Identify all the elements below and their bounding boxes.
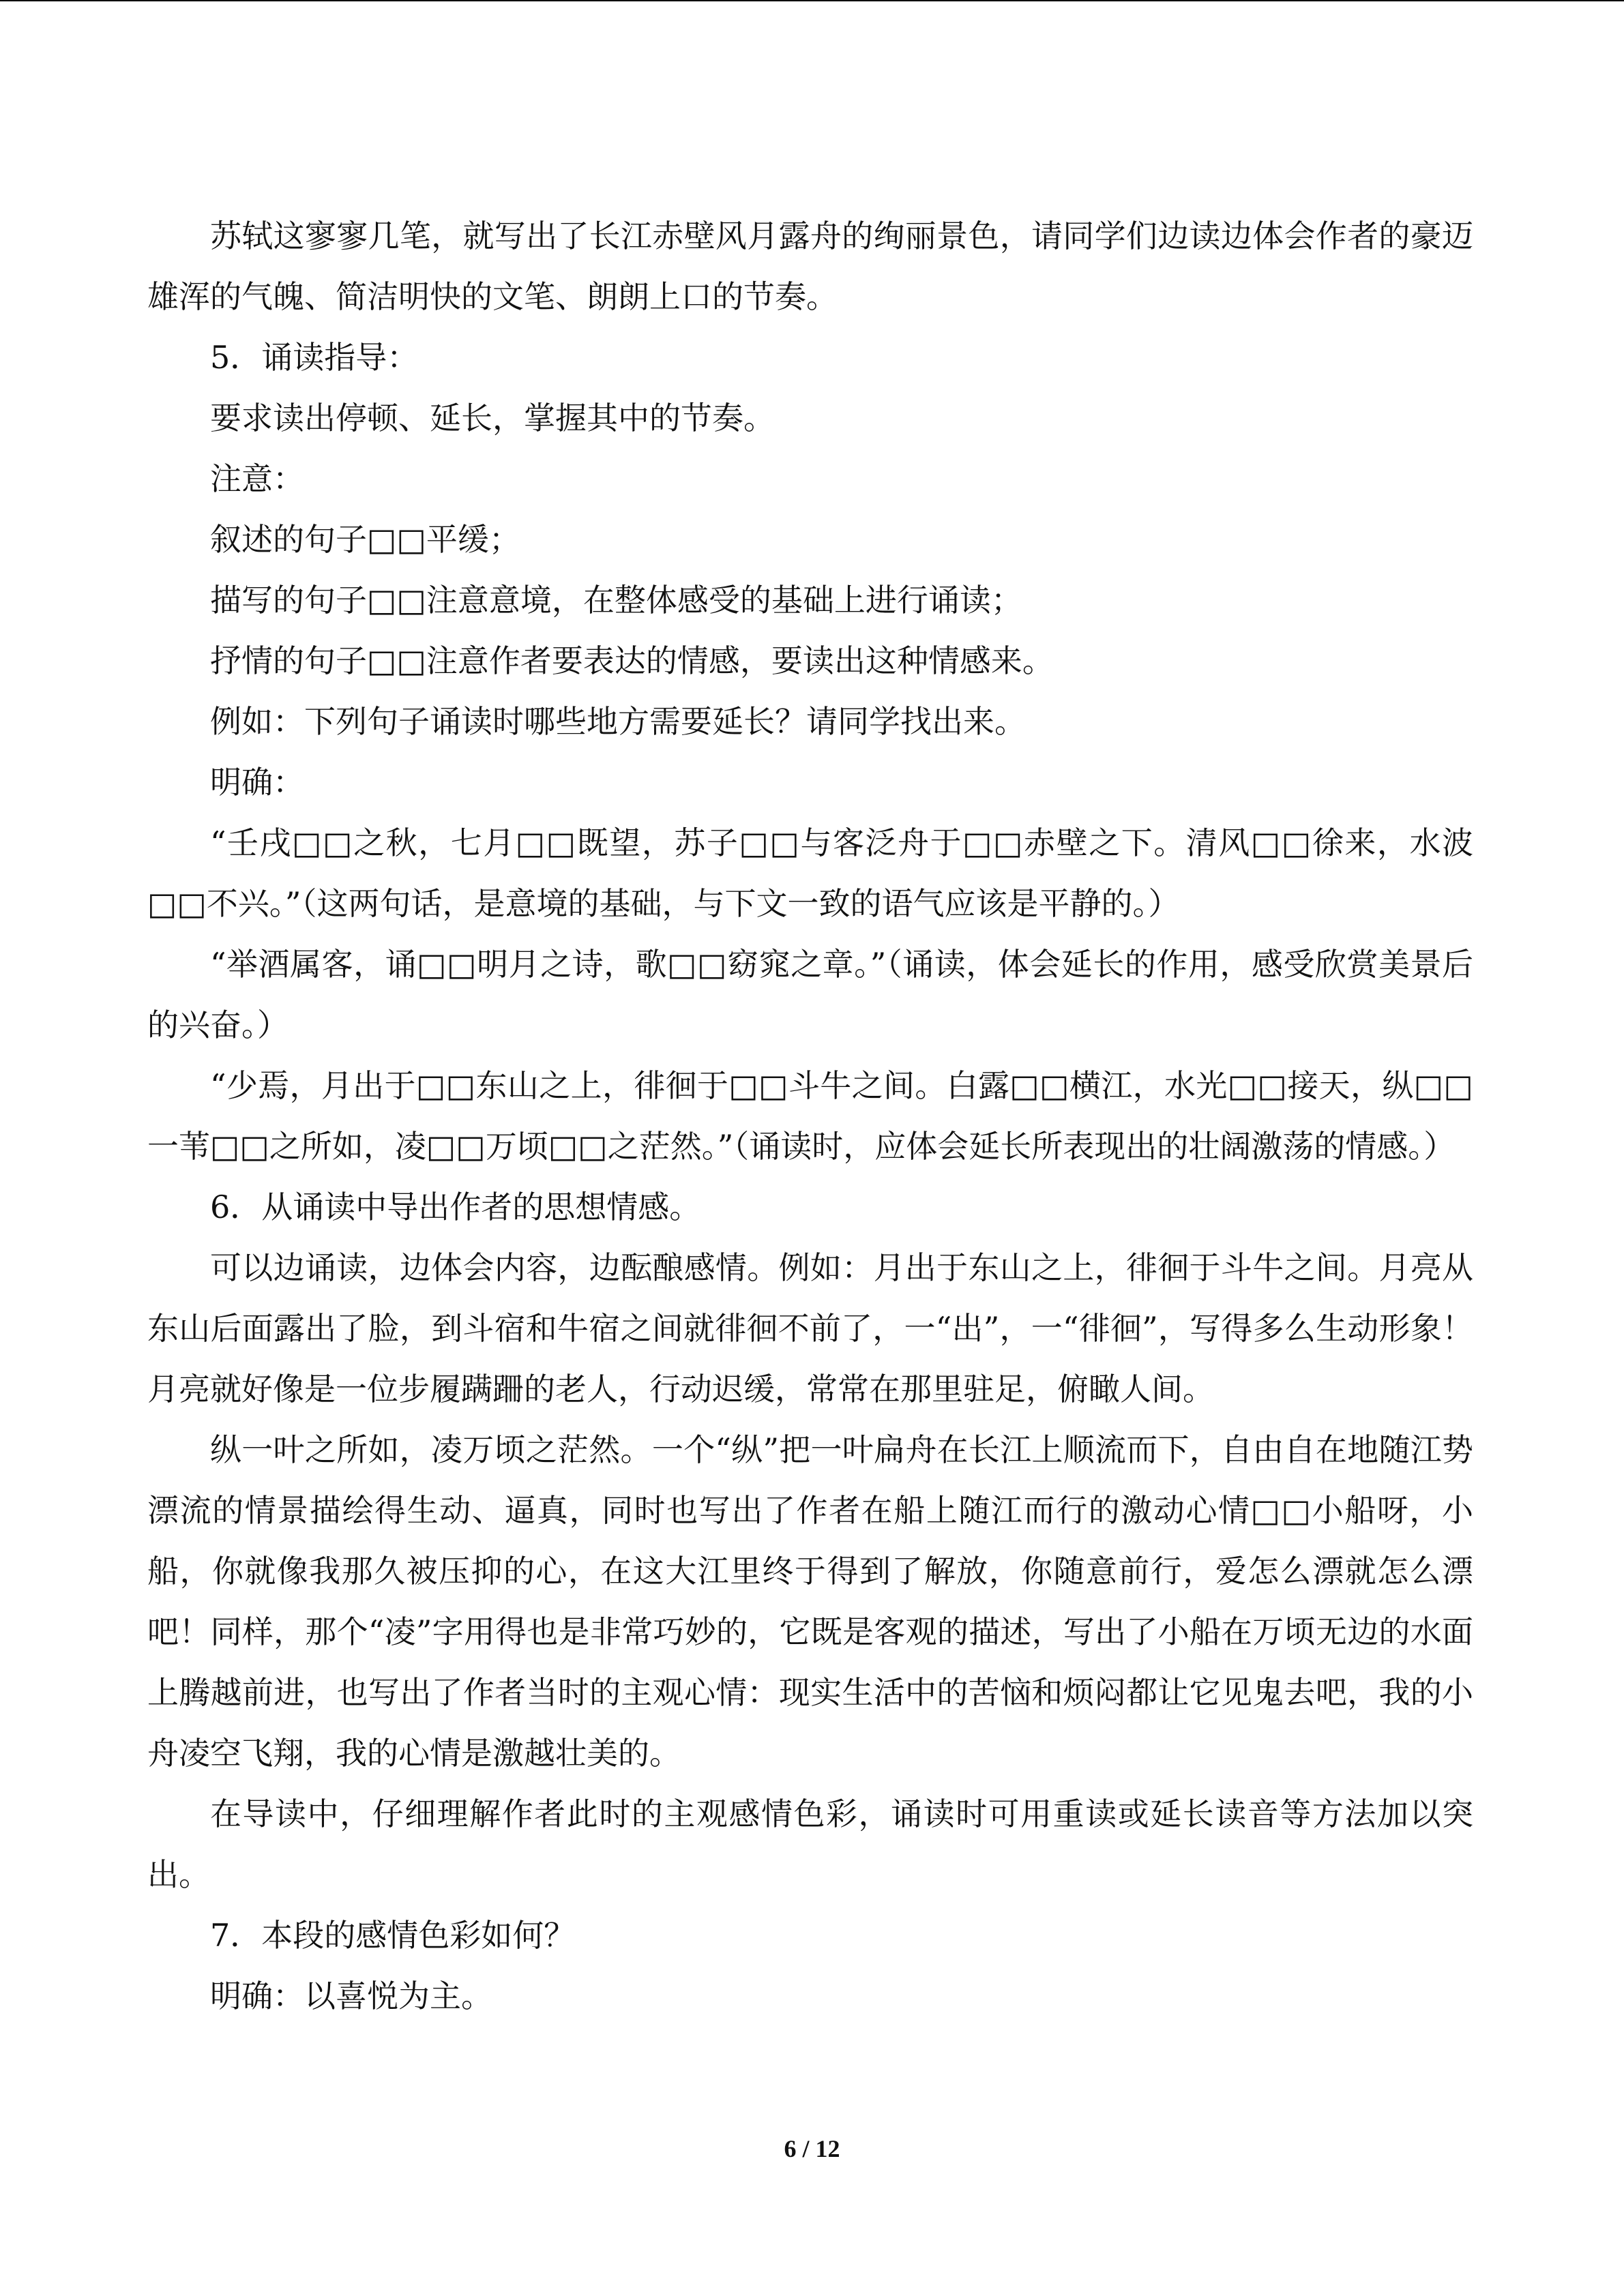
paragraph-quote-2: “举酒属客，诵□□明月之诗，歌□□窈窕之章。”（诵读，体会延长的作用，感受欣赏美景后的兴奋。） xyxy=(147,946,1473,1043)
document-body xyxy=(147,206,1473,2027)
paragraph-reading-method: 在导读中，仔细理解作者此时的主观感情色彩，诵读时可用重读或延长读音等方法加以突出。 xyxy=(147,1795,1473,1893)
paragraph-requirement: 要求读出停顿、延长，掌握其中的节奏。 xyxy=(210,400,775,436)
paragraph-example-question: 例如：下列句子诵读时哪些地方需要延长？请同学找出来。 xyxy=(210,703,1026,740)
paragraph-answer: 明确：以喜悦为主。 xyxy=(210,1978,492,2014)
paragraph-quote-3: “少焉，月出于□□东山之上，徘徊于□□斗牛之间。白露□□横江，水光□□接天，纵□□一苇□□之所如，凌□□万顷□□之茫然。”（诵读时，应体会延长所表现出的壮阔激荡的情感。） xyxy=(147,1067,1473,1165)
paragraph-quote-1: “壬戌□□之秋，七月□□既望，苏子□□与客泛舟于□□赤壁之下。清风□□徐来，水波□□不兴。”（这两句话，是意境的基础，与下文一致的语气应该是平静的。） xyxy=(147,824,1473,922)
paragraph-descriptive: 描写的句子□□注意意境，在整体感受的基础上进行诵读； xyxy=(210,582,1022,618)
paragraph-lyrical: 抒情的句子□□注意作者要表达的情感，要读出这种情感来。 xyxy=(210,642,1054,679)
page-number: 6 / 12 xyxy=(784,2135,840,2162)
paragraph-moon-analysis: 可以边诵读，边体会内容，边酝酿感情。例如：月出于东山之上，徘徊于斗牛之间。月亮从东山后面露出了脸，到斗宿和牛宿之间就徘徊不前了，一“出”，一“徘徊”，写得多么生动形象！月亮就好像是一位步履蹒跚的老人，行动迟缓，常常在那里驻足，俯瞰人间。 xyxy=(147,1249,1473,1407)
paragraph-clarify-label: 明确： xyxy=(210,764,304,801)
paragraph-note-label: 注意： xyxy=(210,460,304,497)
paragraph-boat-analysis: 纵一叶之所如，凌万顷之茫然。一个“纵”把一叶扁舟在长江上顺流而下，自由自在地随江势漂流的情景描绘得生动、逼真，同时也写出了作者在船上随江而行的激动心情□□小船呀，小船，你就像我那久被压抑的心，在这大江里终于得到了解放，你随意前行，爱怎么漂就怎么漂吧！同样，那个“凌”字用得也是非常巧妙的，它既是客观的描述，写出了小船在万顷无边的水面上腾越前进，也写出了作者当时的主观心情：现实生活中的苦恼和烦闷都让它见鬼去吧，我的小舟凌空飞翔，我的心情是激越壮美的。 xyxy=(147,1431,1473,1772)
heading-recitation-guide: 5．诵读指导： xyxy=(210,339,419,376)
heading-emotional-tone: 7．本段的感情色彩如何？ xyxy=(210,1917,576,1954)
paragraph-intro: 苏轼这寥寥几笔，就写出了长江赤壁风月露舟的绚丽景色，请同学们边读边体会作者的豪迈雄浑的气魄、简洁明快的文笔、朗朗上口的节奏。 xyxy=(147,218,1473,315)
heading-author-emotion: 6．从诵读中导出作者的思想情感。 xyxy=(210,1189,701,1225)
paragraph-narrative: 叙述的句子□□平缓； xyxy=(210,521,520,558)
